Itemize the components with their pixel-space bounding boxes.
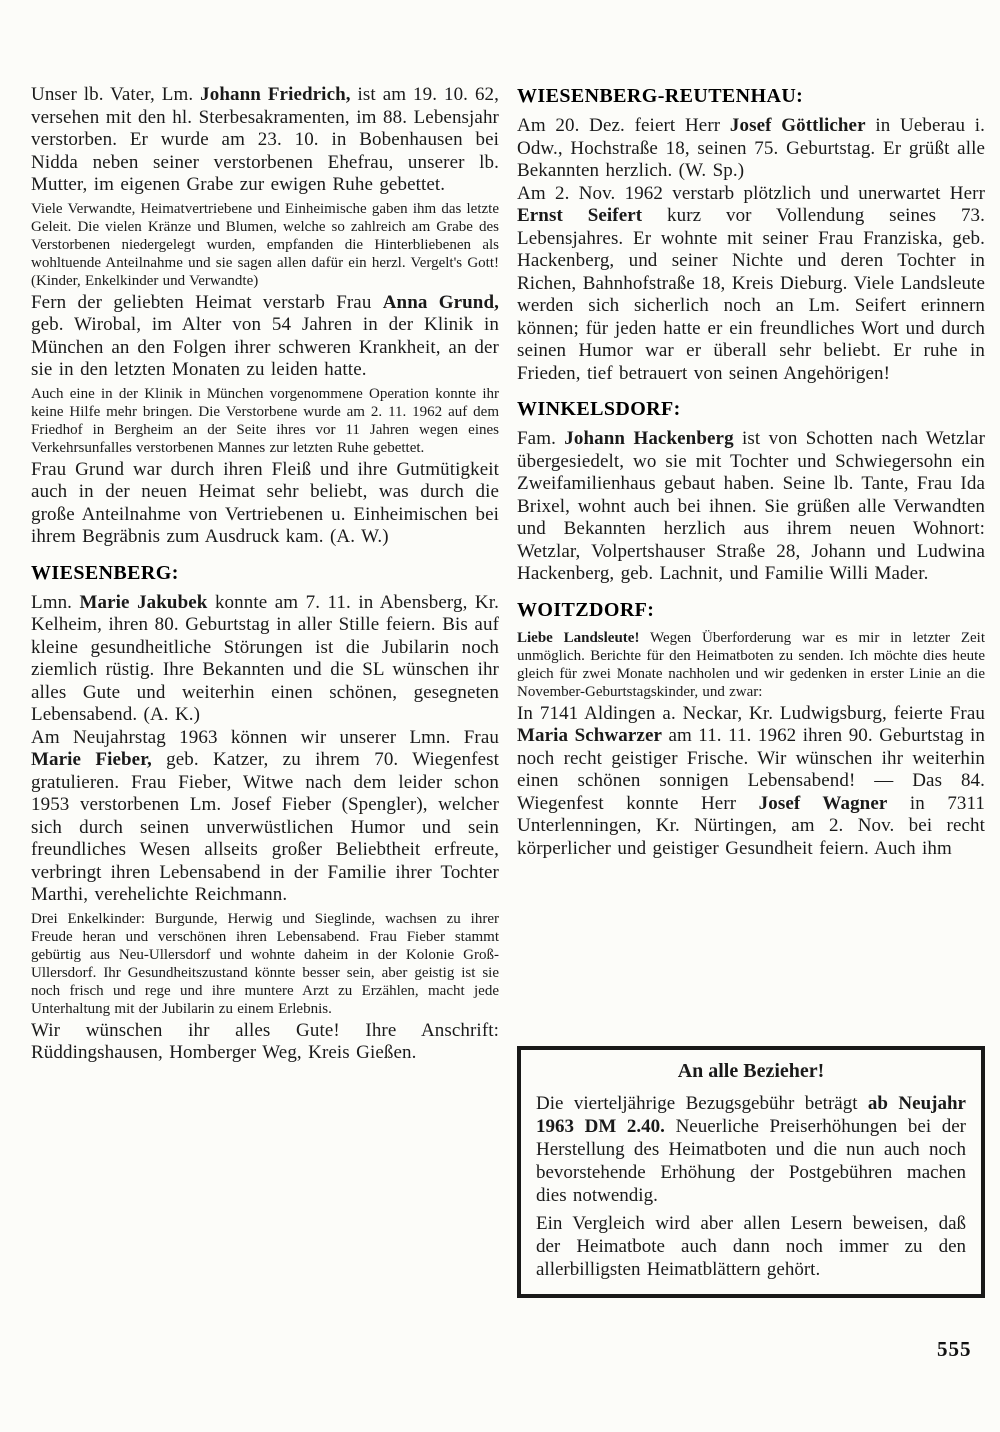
- text-segment: Die vierteljährige Bezugsgebühr beträgt: [536, 1093, 868, 1114]
- right-column: [517, 84, 985, 860]
- tribute-grund: Frau Grund war durch ihren Fleiß und ihre Gutmütigkeit auch in der neuen Heimat sehr beliebt, was durch die große Anteilnahme von Vertriebenen u. Einheimischen bei ihrem Begräbnis zum Ausdruck kam. (A. W.): [31, 458, 499, 547]
- celebrant-name: Josef Göttlicher: [729, 115, 866, 136]
- deceased-name: Ernst Seifert: [517, 205, 643, 226]
- text-segment: Fern der geliebten Heimat verstarb Frau: [31, 291, 383, 313]
- text-segment: Unser lb. Vater, Lm.: [31, 84, 201, 105]
- text-segment: am 11. 11. 1962 ihren 90. Geburtstag in noch recht geistiger Frische. Wir wünschen ihr weiterhin einen schönen sonnigen Lebensabend! — Das 84. Wiegenfest konnte Herr: [517, 725, 985, 814]
- text-segment: Lmn.: [31, 591, 80, 613]
- birthdays-schwarzer-wagner: [517, 703, 985, 861]
- section-heading-winkelsdorf: WINKELSDORF:: [517, 398, 681, 420]
- celebrant-name: Maria Schwarzer: [517, 725, 663, 746]
- section-heading-wiesenberg: WIESENBERG:: [31, 561, 179, 584]
- text-segment: Neuerliche Preiserhöhungen bei der Herstellung des Heimatboten und die nun auch noch bevorstehende Erhöhung der Postgebühren machen dies notwendig.: [536, 1116, 966, 1206]
- left-column: [31, 84, 499, 1065]
- deceased-name: Johann Friedrich,: [200, 84, 351, 105]
- notice-title: An alle Bezieher!: [677, 1060, 825, 1082]
- relocation-hackenberg: [517, 428, 985, 586]
- price-highlight: ab Neujahr 1963 DM 2.40.: [536, 1093, 966, 1137]
- section-heading-woitzdorf: WOITZDORF:: [517, 598, 655, 621]
- birthday-marie-jakubek: [31, 592, 499, 727]
- text-segment: kurz vor Vollendung seines 73. Lebensjahres. Er wohnte mit seiner Frau Franziska, geb. Hackenberg, und seiner Nichte und deren Tochter in Richen, Bahnhofstraße 18, Kreis Dieburg. Viele Landsleute werden sich sicherlich noch an Lm. Seifert erinnern können; für jeden hatte er ein freundliches Wort und durch seinen Humor war er überall sehr beliebt. Er ruhe in Frieden, tief betrauert von seinen Angehörigen!: [517, 205, 985, 384]
- salutation: Liebe Landsleute!: [517, 629, 640, 646]
- text-segment: Am 20. Dez. feiert Herr: [517, 115, 730, 136]
- subscription-notice-box: [517, 1046, 985, 1298]
- editor-note-woitzdorf: [517, 629, 985, 701]
- celebrant-name: Marie Jakubek: [79, 591, 208, 613]
- notice-paragraph-price: [536, 1092, 966, 1207]
- text-segment: geb. Wirobal, im Alter von 54 Jahren in der Klinik in München an den Folgen ihrer schweren Krankheit, an der sie in den letzten Monaten zu leiden hatte.: [31, 314, 499, 380]
- family-name: Johann Hackenberg: [564, 428, 734, 449]
- obituary-johann-friedrich: [31, 84, 499, 197]
- birthday-josef-goettlicher: [517, 115, 985, 183]
- text-segment: Am Neujahrstag 1963 können wir unserer Lmn. Frau: [31, 726, 499, 748]
- text-segment: Fam.: [517, 428, 565, 449]
- obituary-anna-grund: [31, 292, 499, 382]
- funeral-acknowledgement-friedrich: Viele Verwandte, Heimatvertriebene und Einheimische gaben ihm das letzte Geleit. Die vielen Kränze und Blumen, welche so zahlreich am Grabe des Verstorbenen niedergelegt wurden, empfanden die Hinterbliebenen als wohltuende Anteilnahme und sie sagen allen dafür ein herzl. Vergelt's Gott! (Kinder, Enkelkinder und Verwandte): [31, 200, 499, 289]
- deceased-name: Anna Grund,: [382, 291, 499, 313]
- funeral-note-grund: Auch eine in der Klinik in München vorgenommene Operation konnte ihr keine Hilfe mehr bringen. Die Verstorbene wurde am 2. 11. 1962 auf dem Friedhof in Bergheim an der Seite ihres vor 11 Jahren wegen eines Verkehrsunfalles verstorbenen Mannes zur letzten Ruhe gebettet.: [31, 385, 499, 456]
- text-segment: konnte am 7. 11. in Abensberg, Kr. Kelheim, ihren 80. Geburtstag in aller Stille feiern. Bis auf kleine gesundheitliche Störungen ist die Jubilarin noch ziemlich rüstig. Ihre Bekannten und die SL wünschen ihr alles Gute und weiterhin einen schönen, gesegneten Lebensabend. (A. K.): [31, 591, 499, 725]
- text-segment: ist am 19. 10. 62, versehen mit den hl. Sterbesakramenten, im 88. Lebensjahr verstorben. Er wurde am 23. 10. in Bobenhausen bei Nidda neben seiner verstorbenen Ehefrau, unserer lb. Mutter, im eigenen Grabe zur ewigen Ruhe gebettet.: [31, 84, 499, 195]
- text-segment: in 7311 Unterlenningen, Kr. Nürtingen, am 2. Nov. bei recht körperlicher und geistiger Gesundheit feiern. Auch ihm: [517, 792, 986, 859]
- text-segment: Wegen Überforderung war es mir in letzter Zeit unmöglich. Berichte für den Heimatboten zu senden. Ich möchte dies heute gleich für zwei Monate nachholen und wir gedenken in erster Linie an die November-Geburtstagskinder, und zwar:: [517, 629, 985, 700]
- notice-paragraph-comparison: Ein Vergleich wird aber allen Lesern beweisen, daß der Heimatbote auch dann noch immer zu den allerbilligsten Heimatblättern gehört.: [536, 1213, 966, 1280]
- family-note-fieber: Drei Enkelkinder: Burgunde, Herwig und Sieglinde, wachsen zu ihrer Freude heran und verschönen ihren Lebensabend. Frau Fieber stammt gebürtig aus Neu-Ullersdorf und wohnte daheim in der Kolonie Groß-Ullersdorf. Ihr Gesundheitszustand könnte besser sein, aber geistig ist sie noch frisch und rege und ihre muntere Arzt zu Erzählen, macht jede Unterhaltung mit der Jubilarin zu einem Erlebnis.: [31, 910, 499, 1017]
- section-heading-wiesenberg-reutenhau: WIESENBERG-REUTENHAU:: [517, 85, 804, 107]
- page-number: 555: [937, 1337, 972, 1361]
- text-segment: Am 2. Nov. 1962 verstarb plötzlich und unerwartet Herr: [517, 182, 985, 204]
- text-segment: ist von Schotten nach Wetzlar übergesiedelt, wo sie mit Tochter und Schwiegersohn ein Zweifamilienhaus gebaut haben. Seine lb. Tante, Frau Ida Brixel, wohnt auch bei ihnen. Sie grüßen alle Verwandten und Bekannten herzlich aus ihrem neuen Wohnort: Wetzlar, Volpertshauser Straße 28, Johann und Ludwina Hackenberg, geb. Lachnit, und Familie Willi Mader.: [517, 428, 986, 584]
- birthday-marie-fieber: [31, 727, 499, 907]
- text-segment: in Ueberau i. Odw., Hochstraße 18, seinen 75. Geburtstag. Er grüßt alle Bekannten herzlich. (W. Sp.): [517, 115, 985, 181]
- address-note-fieber: Wir wünschen ihr alles Gute! Ihre Anschrift: Rüddingshausen, Homberger Weg, Kreis Gießen.: [31, 1019, 499, 1063]
- text-segment: geb. Katzer, zu ihrem 70. Wiegenfest gratulieren. Frau Fieber, Witwe nach dem leider schon 1953 verstorbenen Lm. Josef Fieber (Spengler), welcher sich durch seinen unverwüstlichen Humor und sein freundliches Wesen allseits großer Beliebtheit erfreute, verbringt ihren Lebensabend in der Familie ihrer Tochter Marthi, verehelichte Reichmann.: [31, 749, 499, 905]
- celebrant-name: Marie Fieber,: [31, 749, 152, 770]
- celebrant-name: Josef Wagner: [758, 792, 888, 814]
- obituary-ernst-seifert: [517, 183, 985, 386]
- text-segment: In 7141 Aldingen a. Neckar, Kr. Ludwigsburg, feierte Frau: [517, 702, 985, 724]
